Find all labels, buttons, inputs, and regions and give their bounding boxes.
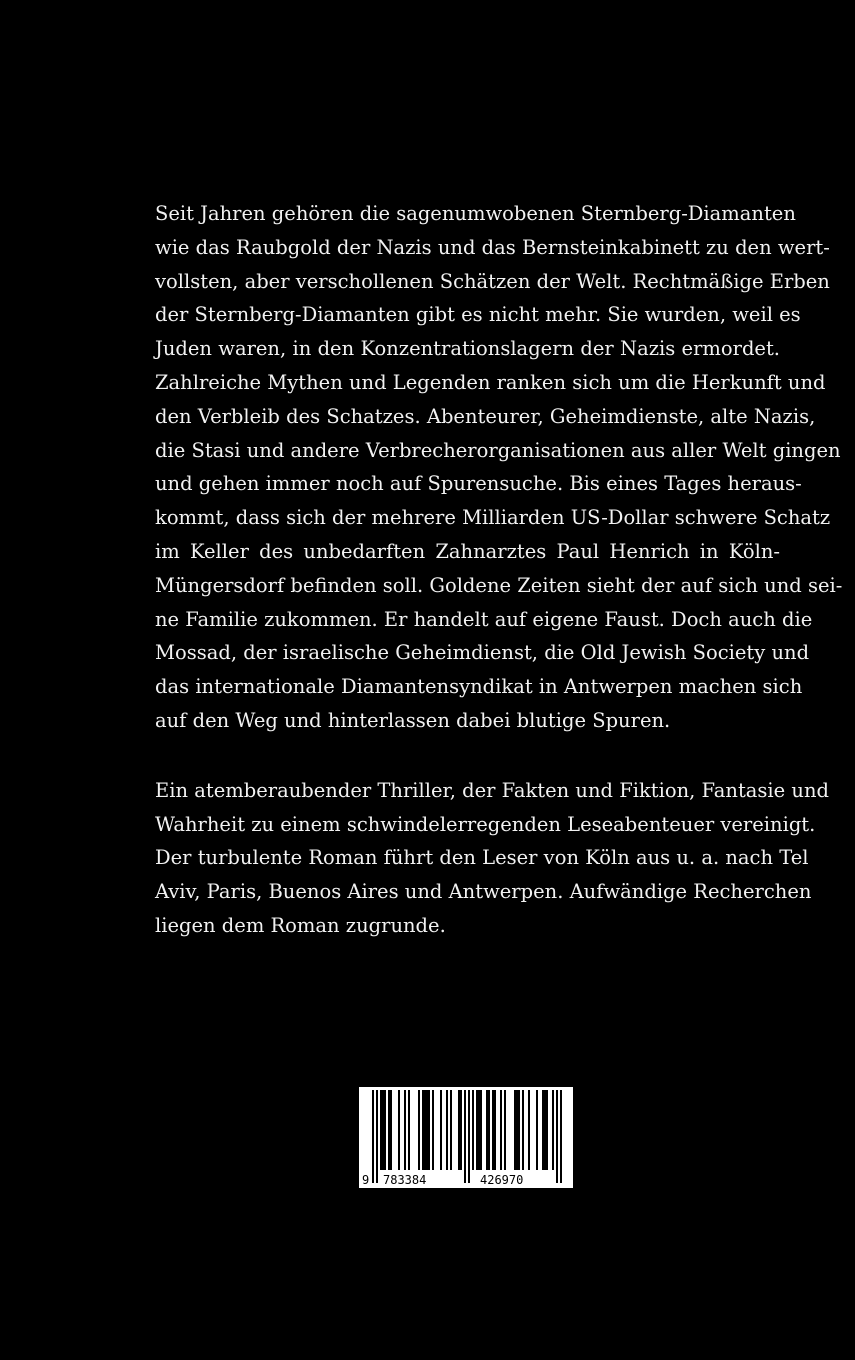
- barcode-bar: [408, 1090, 410, 1170]
- blurb-line: im Keller des unbedarften Zahnarztes Paul Henrich in Köln-: [155, 539, 780, 563]
- barcode-bar: [426, 1090, 428, 1170]
- blurb-line: der Sternberg-Diamanten gibt es nicht mehr. Sie wurden, weil es: [155, 303, 801, 327]
- barcode-bar: [494, 1090, 496, 1170]
- barcode-right-digits: 426970: [480, 1173, 524, 1187]
- barcode-bar: [472, 1090, 474, 1170]
- blurb-line: kommt, dass sich der mehrere Milliarden US-Dollar schwere Schatz: [155, 506, 831, 530]
- barcode-bar: [518, 1090, 520, 1170]
- barcode-bar: [432, 1090, 434, 1170]
- blurb-line: Müngersdorf befinden soll. Goldene Zeiten sieht der auf sich und sei-: [155, 573, 843, 597]
- blurb-line: die Stasi und andere Verbrecherorganisationen aus aller Welt gingen: [155, 438, 841, 462]
- barcode-bar: [424, 1090, 426, 1170]
- blurb-paragraph-1: [155, 197, 843, 738]
- blurb-line: auf den Weg und hinterlassen dabei blutige Spuren.: [155, 708, 671, 732]
- barcode-graphic: [359, 1087, 573, 1188]
- barcode-left-digits: 783384: [383, 1173, 427, 1187]
- barcode-bar: [398, 1090, 400, 1170]
- barcode-bar: [418, 1090, 420, 1170]
- blurb-line: Ein atemberaubender Thriller, der Fakten und Fiktion, Fantasie und: [155, 778, 829, 802]
- barcode-bar: [492, 1090, 494, 1170]
- barcode-guard-bar: [464, 1090, 466, 1183]
- blurb-line: Zahlreiche Mythen und Legenden ranken sich um die Herkunft und: [155, 370, 826, 394]
- barcode-guard-bar: [372, 1090, 374, 1183]
- barcode-bar: [476, 1090, 478, 1170]
- barcode-bar: [480, 1090, 482, 1170]
- barcode-bar: [422, 1090, 424, 1170]
- barcode-bar: [440, 1090, 442, 1170]
- barcode-bar: [544, 1090, 546, 1170]
- blurb-line: und gehen immer noch auf Spurensuche. Bis eines Tages heraus-: [155, 472, 802, 496]
- back-cover-blurb: [155, 197, 843, 943]
- blurb-line: den Verbleib des Schatzes. Abenteurer, Geheimdienste, alte Nazis,: [155, 404, 816, 428]
- barcode-bar: [542, 1090, 544, 1170]
- barcode-bar: [384, 1090, 386, 1170]
- barcode-bar: [458, 1090, 460, 1170]
- barcode-bar: [500, 1090, 502, 1170]
- blurb-line: Wahrheit zu einem schwindelerregenden Leseabenteuer vereinigt.: [155, 812, 816, 836]
- blurb-line: das internationale Diamantensyndikat in Antwerpen machen sich: [155, 675, 803, 699]
- barcode-bars: [372, 1090, 562, 1183]
- barcode-bar: [504, 1090, 506, 1170]
- barcode-prefix-digit: 9: [362, 1173, 370, 1187]
- blurb-line: ne Familie zukommen. Er handelt auf eigene Faust. Doch auch die: [155, 607, 813, 631]
- blurb-line: Der turbulente Roman führt den Leser von Köln aus u. a. nach Tel: [155, 846, 809, 870]
- barcode-bar: [528, 1090, 530, 1170]
- barcode-bar: [478, 1090, 480, 1170]
- blurb-line: Juden waren, in den Konzentrationslagern der Nazis ermordet.: [155, 337, 780, 361]
- barcode-bar: [536, 1090, 538, 1170]
- blurb-line: Aviv, Paris, Buenos Aires und Antwerpen. Aufwändige Recherchen: [155, 880, 812, 904]
- barcode-bar: [382, 1090, 384, 1170]
- barcode-bar: [486, 1090, 488, 1170]
- barcode-bar: [546, 1090, 548, 1170]
- barcode-bar: [390, 1090, 392, 1170]
- barcode-guard-bar: [560, 1090, 562, 1183]
- barcode-bar: [446, 1090, 448, 1170]
- barcode-bar: [450, 1090, 452, 1170]
- barcode-bar: [388, 1090, 390, 1170]
- barcode-guard-bar: [468, 1090, 470, 1183]
- blurb-line: liegen dem Roman zugrunde.: [155, 913, 446, 937]
- blurb-line: wie das Raubgold der Nazis und das Bernsteinkabinett zu den wert-: [155, 235, 830, 259]
- barcode-bar: [552, 1090, 554, 1170]
- barcode-bar: [488, 1090, 490, 1170]
- barcode-bar: [460, 1090, 462, 1170]
- barcode-bar: [428, 1090, 430, 1170]
- barcode-guard-bar: [556, 1090, 558, 1183]
- barcode-bar: [522, 1090, 524, 1170]
- barcode-bar: [516, 1090, 518, 1170]
- blurb-paragraph-2: [155, 774, 829, 943]
- blurb-line: vollsten, aber verschollenen Schätzen der Welt. Rechtmäßige Erben: [155, 269, 830, 293]
- barcode-bar: [380, 1090, 382, 1170]
- barcode-bar: [514, 1090, 516, 1170]
- blurb-line: Mossad, der israelische Geheimdienst, die Old Jewish Society und: [155, 641, 810, 665]
- isbn-barcode: [359, 1087, 573, 1188]
- barcode-guard-bar: [376, 1090, 378, 1183]
- blurb-line: Seit Jahren gehören die sagenumwobenen Sternberg-Diamanten: [155, 202, 796, 225]
- barcode-bar: [404, 1090, 406, 1170]
